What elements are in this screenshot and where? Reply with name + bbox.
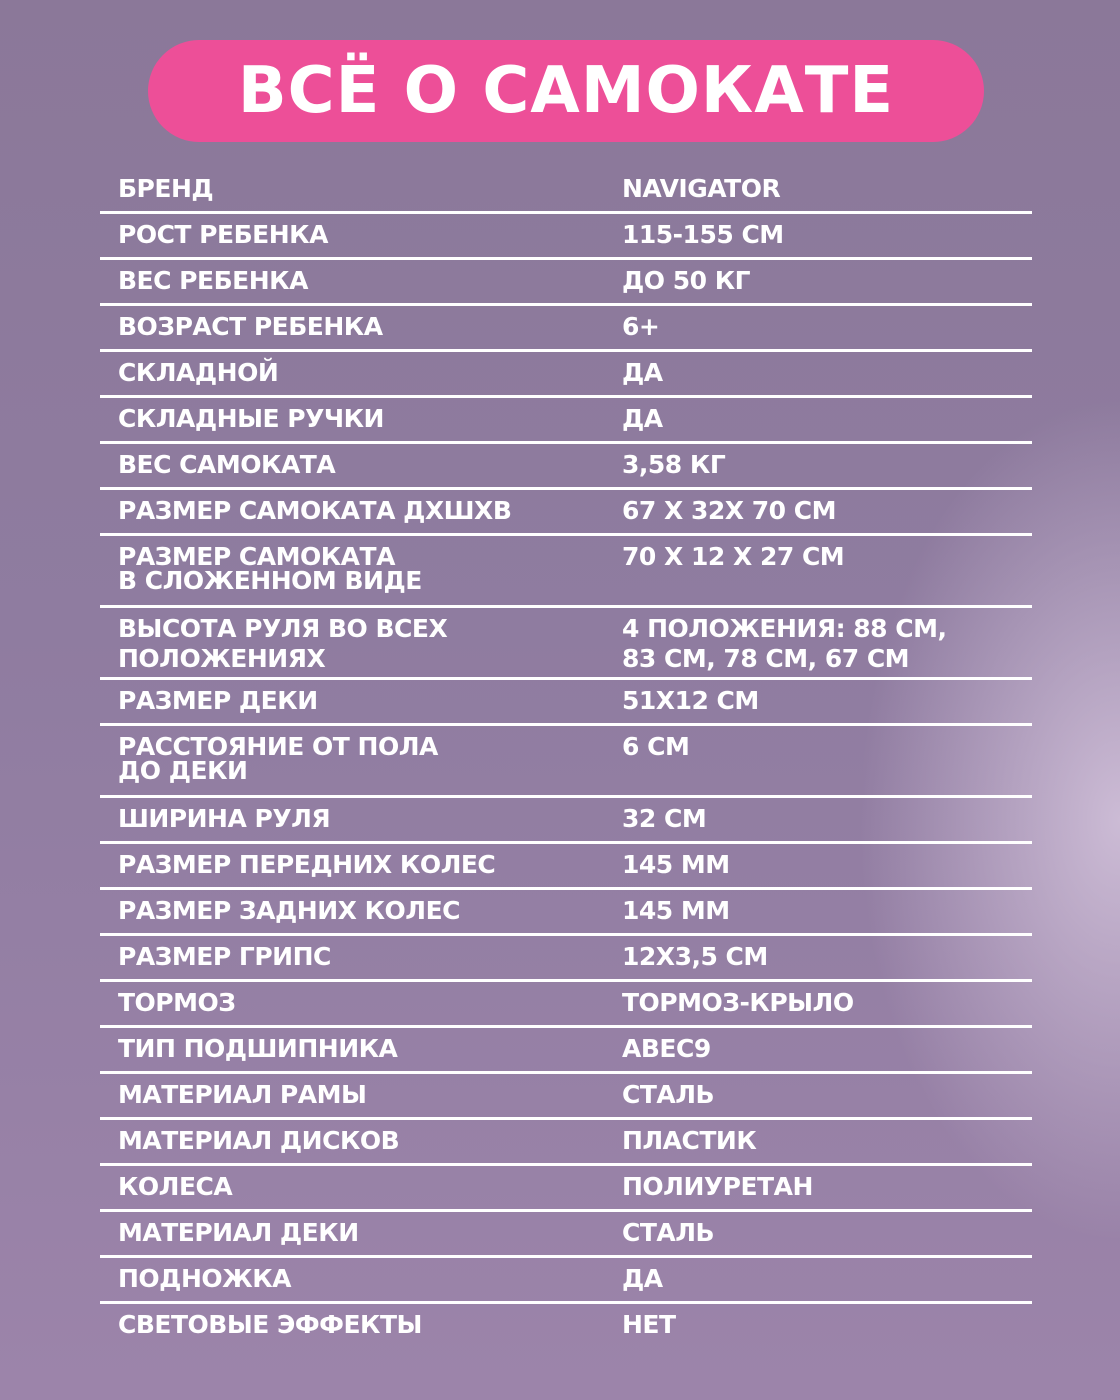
- spec-row: [100, 680, 1032, 726]
- spec-row: [100, 490, 1032, 536]
- spec-label: [118, 498, 588, 523]
- spec-label: [118, 452, 588, 477]
- spec-label: [118, 898, 588, 923]
- spec-value-line: СТАЛЬ: [622, 1218, 715, 1247]
- spec-label: [118, 732, 588, 785]
- spec-label: [118, 268, 588, 293]
- spec-value-line: ТОРМОЗ-КРЫЛО: [622, 988, 854, 1017]
- spec-label-line: СКЛАДНЫЕ РУЧКИ: [118, 404, 384, 433]
- spec-value-line: 32 СМ: [622, 804, 707, 833]
- spec-value-line: ДА: [622, 404, 663, 433]
- spec-label-line: СКЛАДНОЙ: [118, 358, 279, 387]
- spec-row: [100, 726, 1032, 798]
- spec-row: [100, 798, 1032, 844]
- spec-label-line: ШИРИНА РУЛЯ: [118, 804, 331, 833]
- spec-row: [100, 214, 1032, 260]
- spec-label-line: ПОЛОЖЕНИЯХ: [118, 644, 326, 673]
- spec-value: [622, 314, 1022, 339]
- spec-value-line: 12Х3,5 СМ: [622, 942, 768, 971]
- spec-label: [118, 1174, 588, 1199]
- spec-row: [100, 936, 1032, 982]
- spec-value: [622, 452, 1022, 477]
- spec-value: [622, 406, 1022, 431]
- spec-label-line: ВЫСОТА РУЛЯ ВО ВСЕХ: [118, 614, 448, 643]
- spec-value: [622, 1312, 1022, 1337]
- spec-row: [100, 444, 1032, 490]
- spec-value-line: ДА: [622, 1264, 663, 1293]
- spec-label: [118, 360, 588, 385]
- spec-value: [622, 1174, 1022, 1199]
- title-banner: [148, 40, 984, 142]
- spec-value: [622, 1266, 1022, 1291]
- spec-value: [622, 1220, 1022, 1245]
- spec-value: [622, 806, 1022, 831]
- spec-label: [118, 852, 588, 877]
- spec-value-line: 145 ММ: [622, 850, 730, 879]
- spec-value: [622, 544, 1022, 569]
- spec-value-line: 70 Х 12 Х 27 СМ: [622, 542, 845, 571]
- spec-value: [622, 1128, 1022, 1153]
- spec-label-line: МАТЕРИАЛ РАМЫ: [118, 1080, 367, 1109]
- spec-row: [100, 1166, 1032, 1212]
- spec-label-line: В СЛОЖЕННОМ ВИДЕ: [118, 566, 422, 595]
- spec-label-line: ПОДНОЖКА: [118, 1264, 292, 1293]
- spec-label: [118, 314, 588, 339]
- spec-label-line: МАТЕРИАЛ ДИСКОВ: [118, 1126, 400, 1155]
- spec-value-line: 4 ПОЛОЖЕНИЯ: 88 СМ,: [622, 614, 947, 643]
- spec-label: [118, 1036, 588, 1061]
- spec-label-line: ДО ДЕКИ: [118, 756, 248, 785]
- spec-label: [118, 1128, 588, 1153]
- spec-row: [100, 982, 1032, 1028]
- spec-row: [100, 608, 1032, 680]
- spec-row: [100, 168, 1032, 214]
- spec-row: [100, 1028, 1032, 1074]
- spec-label-line: РАССТОЯНИЕ ОТ ПОЛА: [118, 732, 438, 761]
- spec-value: [622, 1036, 1022, 1061]
- spec-label-line: ВОЗРАСТ РЕБЕНКА: [118, 312, 383, 341]
- spec-row: [100, 536, 1032, 608]
- spec-label: [118, 688, 588, 713]
- spec-value: [622, 688, 1022, 713]
- spec-row: [100, 1304, 1032, 1350]
- spec-row: [100, 844, 1032, 890]
- spec-row: [100, 890, 1032, 936]
- spec-row: [100, 260, 1032, 306]
- spec-label-line: РАЗМЕР САМОКАТА: [118, 542, 395, 571]
- spec-label: [118, 944, 588, 969]
- spec-value-line: 83 СМ, 78 СМ, 67 СМ: [622, 644, 910, 673]
- spec-value-line: 115-155 СМ: [622, 220, 784, 249]
- spec-label: [118, 616, 588, 676]
- spec-value-line: NAVIGATOR: [622, 174, 781, 203]
- spec-row: [100, 1120, 1032, 1166]
- spec-value: [622, 990, 1022, 1015]
- spec-label-line: СВЕТОВЫЕ ЭФФЕКТЫ: [118, 1310, 422, 1339]
- spec-table: [100, 168, 1032, 1350]
- spec-value-line: 6 СМ: [622, 732, 690, 761]
- spec-value: [622, 222, 1022, 247]
- spec-label-line: ТОРМОЗ: [118, 988, 236, 1017]
- spec-label-line: РАЗМЕР ПЕРЕДНИХ КОЛЕС: [118, 850, 496, 879]
- spec-label-line: КОЛЕСА: [118, 1172, 233, 1201]
- spec-label: [118, 542, 588, 595]
- spec-label-line: ВЕС РЕБЕНКА: [118, 266, 308, 295]
- spec-row: [100, 398, 1032, 444]
- spec-label-line: РАЗМЕР ЗАДНИХ КОЛЕС: [118, 896, 460, 925]
- spec-label: [118, 222, 588, 247]
- spec-value-line: 145 ММ: [622, 896, 730, 925]
- spec-value-line: ABEC9: [622, 1034, 711, 1063]
- spec-value-line: ДА: [622, 358, 663, 387]
- spec-label-line: ВЕС САМОКАТА: [118, 450, 336, 479]
- spec-label-line: РОСТ РЕБЕНКА: [118, 220, 328, 249]
- spec-label: [118, 1266, 588, 1291]
- spec-value: [622, 616, 1022, 676]
- spec-value-line: ПЛАСТИК: [622, 1126, 757, 1155]
- spec-label: [118, 1082, 588, 1107]
- spec-value-line: НЕТ: [622, 1310, 676, 1339]
- spec-row: [100, 1074, 1032, 1120]
- spec-label-line: РАЗМЕР ДЕКИ: [118, 686, 318, 715]
- spec-value-line: ПОЛИУРЕТАН: [622, 1172, 813, 1201]
- spec-value: [622, 898, 1022, 923]
- spec-label: [118, 806, 588, 831]
- spec-label: [118, 990, 588, 1015]
- spec-row: [100, 306, 1032, 352]
- spec-label: [118, 1312, 588, 1337]
- spec-value: [622, 944, 1022, 969]
- spec-value: [622, 268, 1022, 293]
- spec-label: [118, 406, 588, 431]
- spec-value: [622, 360, 1022, 385]
- page-title: ВСЁ О САМОКАТЕ: [237, 54, 895, 128]
- spec-value-line: СТАЛЬ: [622, 1080, 715, 1109]
- spec-row: [100, 1212, 1032, 1258]
- spec-value: [622, 852, 1022, 877]
- spec-value: [622, 498, 1022, 523]
- spec-label-line: РАЗМЕР ГРИПС: [118, 942, 331, 971]
- spec-label: [118, 176, 588, 201]
- spec-value-line: ДО 50 КГ: [622, 266, 751, 295]
- spec-value-line: 3,58 КГ: [622, 450, 726, 479]
- spec-value-line: 51Х12 СМ: [622, 686, 759, 715]
- spec-value: [622, 1082, 1022, 1107]
- spec-value: [622, 734, 1022, 759]
- spec-value-line: 6+: [622, 312, 660, 341]
- spec-row: [100, 1258, 1032, 1304]
- spec-label: [118, 1220, 588, 1245]
- spec-row: [100, 352, 1032, 398]
- spec-value: [622, 176, 1022, 201]
- spec-value-line: 67 Х 32Х 70 СМ: [622, 496, 836, 525]
- spec-label-line: ТИП ПОДШИПНИКА: [118, 1034, 398, 1063]
- spec-label-line: РАЗМЕР САМОКАТА ДХШХВ: [118, 496, 512, 525]
- spec-label-line: МАТЕРИАЛ ДЕКИ: [118, 1218, 359, 1247]
- spec-label-line: БРЕНД: [118, 174, 214, 203]
